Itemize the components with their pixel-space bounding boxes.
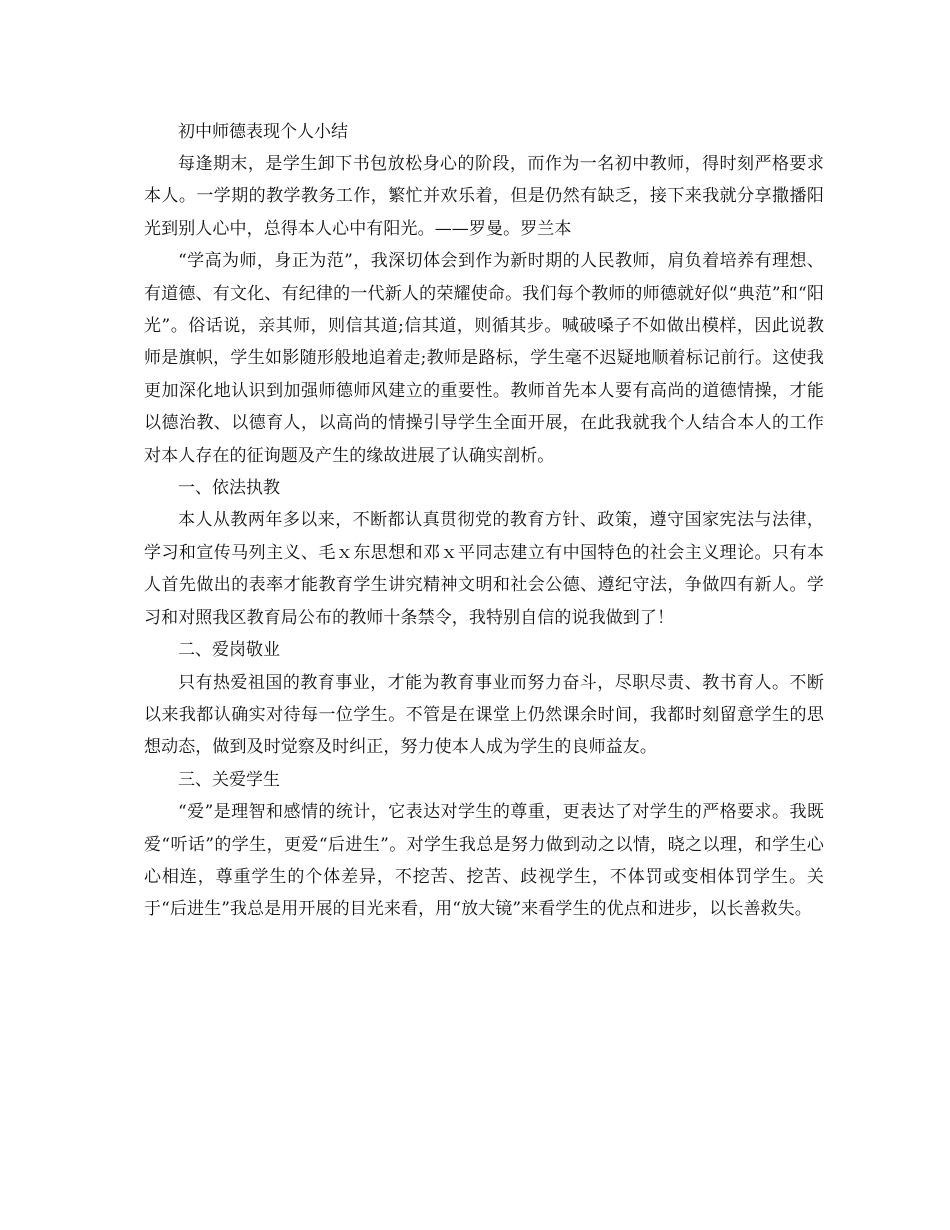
section-heading-law: 一、依法执教 bbox=[178, 478, 280, 499]
teacher-ethics-paragraph: “学高为师，身正为范”，我深切体会到作为新时期的人民教师，肩负着培养有理想、有道德、有文化、有纪律的一代新人的荣耀使命。我们每个教师的师德就好似“典范”和“阳光”。俗话说，亲其师，则信其道;信其道，则循其步。喊破嗓子不如做出模样，因此说教师是旗帜，学生如影随形般地追着走;教师是路标，学生毫不迟疑地顺着标记前行。这使我更加深化地认识到加强师德师风建立的重要性。教师首先本人要有高尚的道德情操，才能以德治教、以德育人，以高尚的情操引导学生全面开展，在此我就我个人结合本人的工作对本人存在的征询题及产生的缘故进展了认确实剖析。 bbox=[144, 251, 824, 466]
section-body-law: 本人从教两年多以来，不断都认真贯彻党的教育方针、政策，遵守国家宪法与法律，学习和宣传马列主义、毛ｘ东思想和邓ｘ平同志建立有中国特色的社会主义理论。只有本人首先做出的表率才能教育学生讲究精神文明和社会公德、遵纪守法，争做四有新人。学习和对照我区教育局公布的教师十条禁令，我特别自信的说我做到了！ bbox=[144, 510, 824, 628]
document-title: 初中师德表现个人小结 bbox=[178, 122, 348, 142]
section-heading-dedication: 二、爱岗敬业 bbox=[178, 640, 280, 661]
section-body-dedication: 只有热爱祖国的教育事业，才能为教育事业而努力奋斗，尽职尽责、教书育人。不断以来我都认确实对待每一位学生。不管是在课堂上仍然课余时间，我都时刻留意学生的思想动态，做到及时觉察及时纠正，努力使本人成为学生的良师益友。 bbox=[144, 672, 824, 758]
document-body bbox=[144, 116, 824, 926]
intro-paragraph: 每逢期末，是学生卸下书包放松身心的阶段，而作为一名初中教师，得时刻严格要求本人。一学期的教学教务工作，繁忙并欢乐着，但是仍然有缺乏，接下来我就分享撒播阳光到别人心中，总得本人心中有阳光。——罗曼。罗兰本 bbox=[144, 154, 824, 239]
section-body-care: “爱”是理智和感情的统计，它表达对学生的尊重，更表达了对学生的严格要求。我既爱“听话”的学生，更爱“后进生”。对学生我总是努力做到动之以情，晓之以理，和学生心心相连，尊重学生的个体差异，不挖苦、挖苦、歧视学生，不体罚或变相体罚学生。关于“后进生”我总是用开展的目光来看，用“放大镜”来看学生的优点和进步，以长善救失。 bbox=[144, 802, 824, 920]
section-heading-care: 三、关爱学生 bbox=[178, 769, 280, 790]
